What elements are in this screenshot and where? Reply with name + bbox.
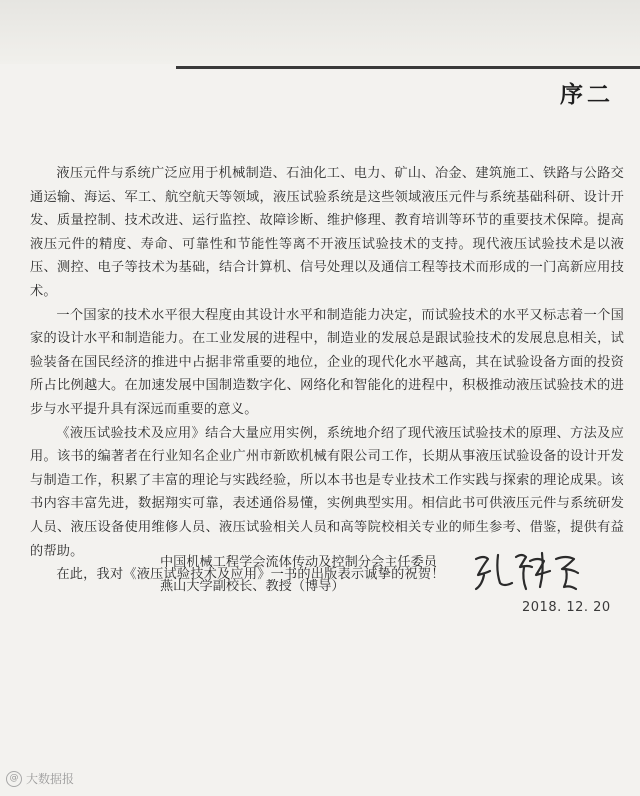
paragraph-2: 一个国家的技术水平很大程度由其设计水平和制造能力决定，而试验技术的水平又标志着一个国家的设计水平和制造能力。在工业发展的进程中，制造业的发展总是跟试验技术的发展息息相关，试验装备在国民经济的推进中占据非常重要的地位，企业的现代化水平越高，其在试验设备方面的投资所占比例越大。在加速发展中国制造数字化、网络化和智能化的进程中，积极推动液压试验技术的进步与水平提升具有深远而重要的意义。 — [30, 307, 624, 417]
weibo-like-icon: @ — [6, 771, 22, 787]
watermark-text: 大数据报 — [26, 772, 75, 786]
paragraph-1: 液压元件与系统广泛应用于机械制造、石油化工、电力、矿山、冶金、建筑施工、铁路与公路交通运输、海运、军工、航空航天等领域，液压试验系统是这些领域液压元件与系统基础科研、设计开发、质量控制、技术改进、运行监控、故障诊断、维护修理、教育培训等环节的重要技术保障。提高液压元件的精度、寿命、可靠性和节能性等离不开液压试验技术的支持。现代液压试验技术是以液压、测控、电子等技术为基础，结合计算机、信号处理以及通信工程等技术而形成的一门高新应用技术。 — [30, 166, 624, 299]
author-affiliation — [160, 551, 437, 599]
source-watermark — [6, 770, 74, 787]
paragraph-3: 《液压试验技术及应用》结合大量应用实例，系统地介绍了现代液压试验技术的原理、方法及应用。该书的编著者在行业知名企业广州市新欧机械有限公司工作，长期从事液压试验设备的设计开发与制造工作，积累了丰富的理论与实践经验，所以本书也是专业技术工作实践与探索的理论成果。该书内容丰富先进，数据翔实可靠，表述通俗易懂，实例典型实用。相信此书可供液压元件与系统研发人员、液压设备使用维修人员、液压试验相关人员和高等院校相关专业的师生参考、借鉴，提供有益的帮助。 — [30, 425, 624, 559]
preface-body — [30, 162, 624, 587]
signature-date: 2018. 12. 20 — [522, 600, 611, 615]
paragraph-4: 在此，我对《液压试验技术及应用》一书的出版表示诚挚的祝贺！ — [56, 567, 445, 583]
affiliation-line-1: 中国机械工程学会流体传动及控制分会主任委员 — [160, 555, 437, 570]
page-title: 序二 — [560, 82, 614, 108]
top-shadow-band — [0, 0, 640, 64]
handwritten-signature — [470, 545, 590, 595]
affiliation-line-2: 燕山大学副校长、教授（博导） — [160, 579, 345, 594]
header-rule — [176, 66, 640, 69]
